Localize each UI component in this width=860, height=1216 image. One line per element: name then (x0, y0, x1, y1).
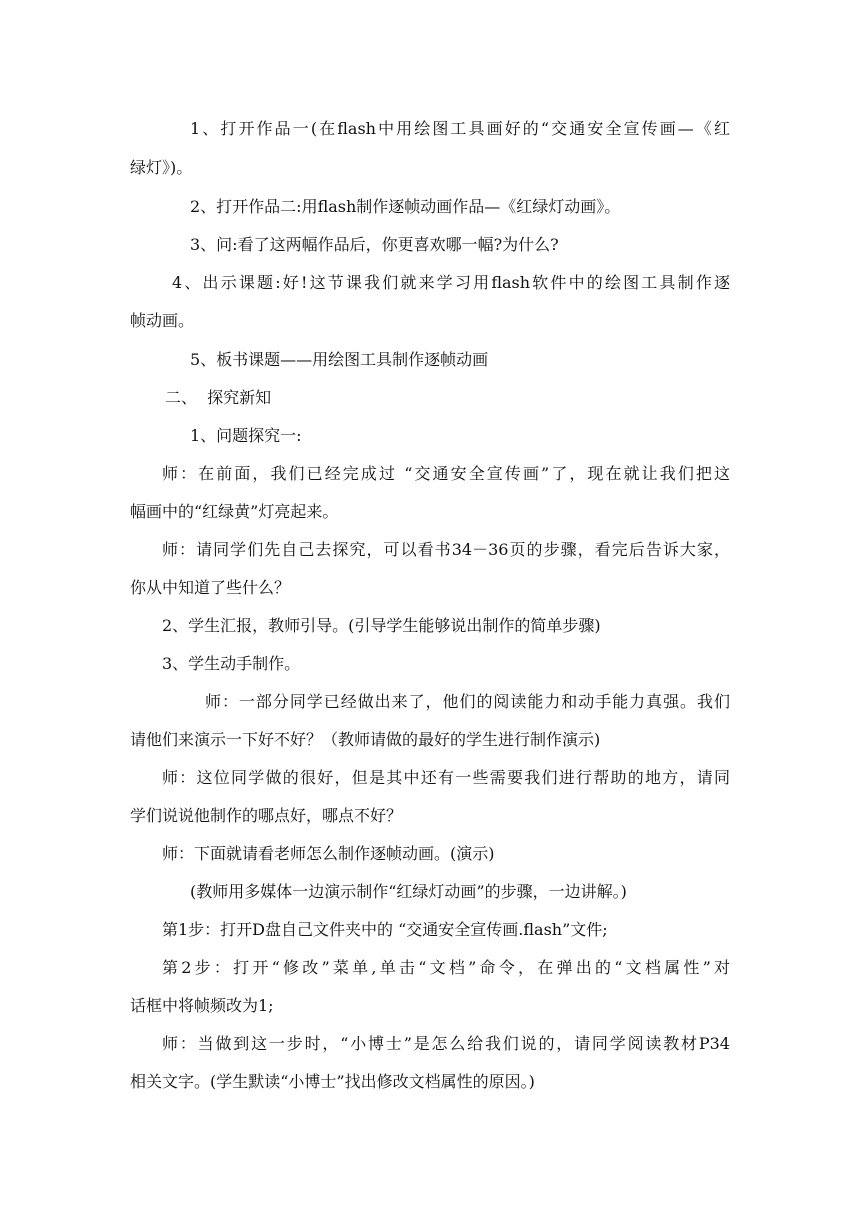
paragraph-line: 4、出示课题:好!这节课我们就来学习用flash软件中的绘图工具制作逐 (172, 273, 730, 292)
paragraph-line: 3、问:看了这两幅作品后，你更喜欢哪一幅?为什么? (190, 235, 559, 254)
subsection-heading: 1、问题探究一: (190, 426, 302, 445)
paragraph-line: 绿灯》)。 (130, 158, 193, 177)
paragraph-line: 师：请同学们先自己去探究，可以看书34－36页的步骤，看完后告诉大家， (162, 540, 730, 559)
paragraph-line: 师：这位同学做的很好，但是其中还有一些需要我们进行帮助的地方，请同 (162, 768, 730, 787)
paragraph-line: 请他们来演示一下好不好？（教师请做的最好的学生进行制作演示) (130, 730, 601, 749)
paragraph-line: 帧动画。 (130, 311, 195, 330)
paragraph-line: 3、学生动手制作。 (162, 654, 301, 673)
paragraph-line: 2、打开作品二:用flash制作逐帧动画作品—《红绿灯动画》。 (190, 197, 621, 216)
paragraph-line: 相关文字。(学生默读“小博士”找出修改文档属性的原因。) (130, 1072, 535, 1091)
paragraph-line: 师：当做到这一步时，“小博士”是怎么给我们说的，请同学阅读教材P34 (162, 1034, 730, 1053)
paragraph-line: 5、板书课题——用绘图工具制作逐帧动画 (190, 350, 489, 369)
paragraph-line: 2、学生汇报，教师引导。(引导学生能够说出制作的简单步骤) (162, 616, 601, 635)
paragraph-line: 1、打开作品一(在flash中用绘图工具画好的“交通安全宣传画—《红 (190, 119, 730, 138)
paragraph-line: 师：在前面，我们已经完成过 “交通安全宣传画”了，现在就让我们把这 (162, 464, 730, 483)
step-line: 第2步：打开“修改”菜单,单击“文档”命令，在弹出的“文档属性”对 (162, 958, 730, 977)
paragraph-line: 学们说说他制作的哪点好，哪点不好？ (130, 806, 403, 825)
section-heading: 二、 探究新知 (165, 388, 272, 407)
paragraph-line: 师：一部分同学已经做出来了，他们的阅读能力和动手能力真强。我们 (205, 692, 730, 711)
paragraph-line: (教师用多媒体一边演示制作“红绿灯动画”的步骤，一边讲解。) (190, 882, 627, 901)
paragraph-line: 话框中将帧频改为1; (130, 996, 274, 1015)
step-line: 第1步：打开D盘自己文件夹中的 “交通安全宣传画.flash”文件; (162, 920, 608, 939)
paragraph-line: 你从中知道了些什么？ (130, 578, 291, 597)
paragraph-line: 师：下面就请看老师怎么制作逐帧动画。(演示) (162, 844, 495, 863)
paragraph-line: 幅画中的“红绿黄”灯亮起来。 (130, 502, 339, 521)
